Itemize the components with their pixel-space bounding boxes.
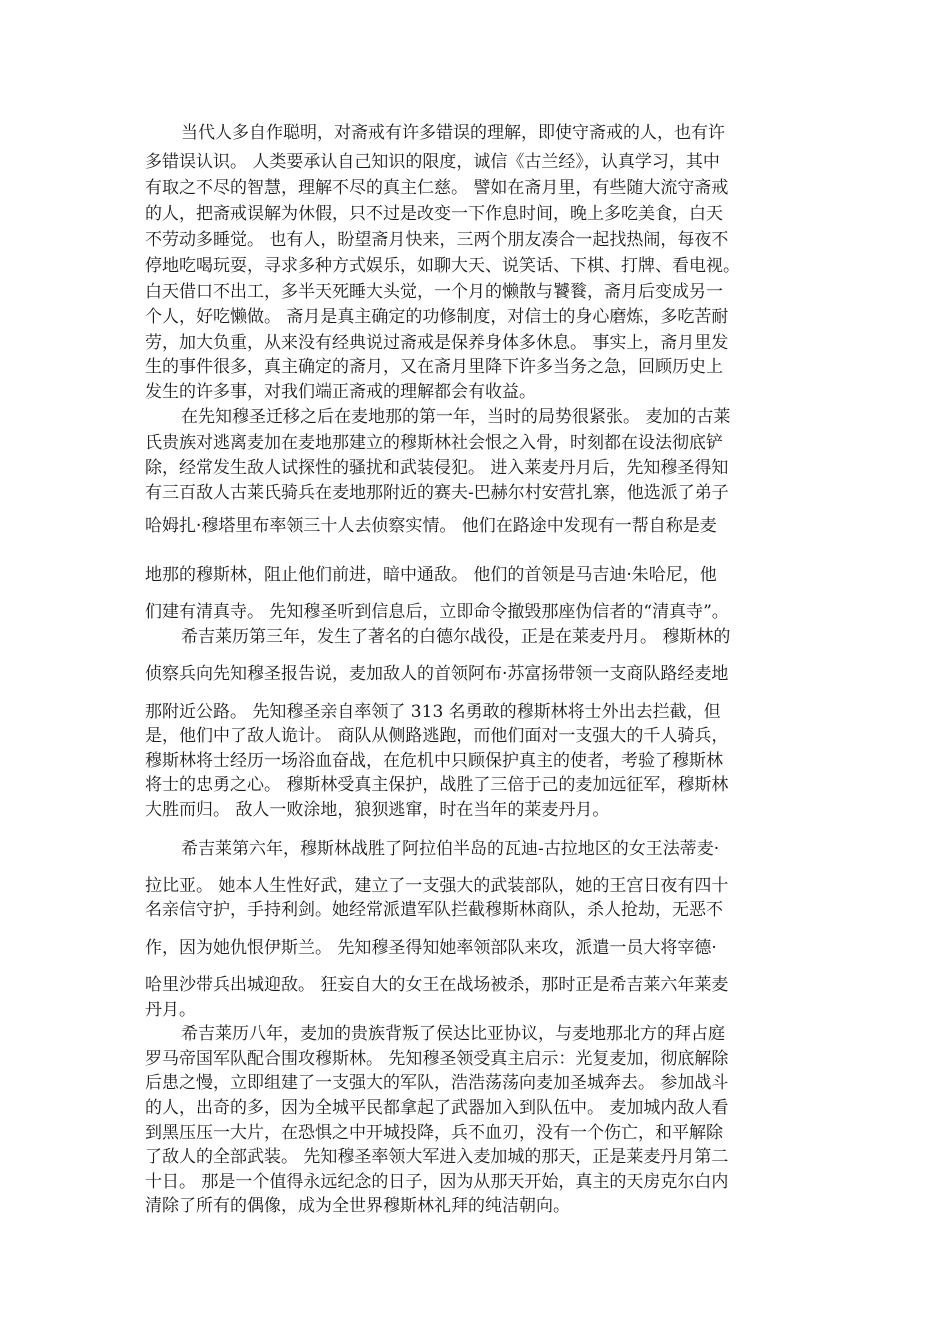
text-line: 不劳动多睡觉。 也有人，盼望斋月快来，三两个朋友凑合一起找热闹，每夜不 — [145, 230, 729, 250]
text-line: 的人，把斋戒误解为休假，只不过是改变一下作息时间，晚上多吃美食，白天 — [145, 204, 723, 224]
text-line: 有三百敌人古莱氏骑兵在麦地那附近的赛夫-巴赫尔村安营扎寨，他选派了弟子 — [145, 483, 729, 503]
text-line: 希吉莱历第三年，发生了著名的白德尔战役，正是在莱麦丹月。 穆斯林的 — [181, 627, 731, 647]
text-line: 清除了所有的偶像，成为全世界穆斯林礼拜的纯洁朝向。 — [145, 1196, 570, 1216]
text-line: 穆斯林将士经历一场浴血奋战，在危机中只顾保护真主的使者，考验了穆斯林 — [145, 751, 723, 771]
text-line: 罗马帝国军队配合围攻穆斯林。 先知穆圣领受真主启示：光复麦加，彻底解除 — [145, 1049, 729, 1069]
text-line: 劳，加大负重，从来没有经典说过斋戒是保养身体多休息。 事实上，斋月里发 — [145, 333, 729, 353]
text-line: 希吉莱第六年，穆斯林战胜了阿拉伯半岛的瓦迪-古拉地区的女王法蒂麦· — [181, 839, 720, 859]
text-line: 作，因为她仇恨伊斯兰。 先知穆圣得知她率领部队来攻，派遣一员大将宰德· — [145, 938, 717, 958]
text-line: 地那的穆斯林，阻止他们前进，暗中通敌。 他们的首领是马吉迪·朱哈尼，他 — [145, 565, 717, 585]
text-line: 十日。 那是一个值得永远纪念的日子，因为从那天开始，真主的天房克尔白内 — [145, 1172, 729, 1192]
text-line: 侦察兵向先知穆圣报告说，麦加敌人的首领阿布·苏富扬带领一支商队路经麦地 — [145, 664, 729, 684]
text-line: 停地吃喝玩耍，寻求多种方式娱乐，如聊大天、说笑话、下棋、打牌、看电视。 — [145, 256, 740, 276]
text-line: 生的事件很多，真主确定的斋月，又在斋月里降下许多当务之急，回顾历史上 — [145, 357, 723, 377]
text-line: 名亲信守护，手持利剑。她经常派遣军队拦截穆斯林商队，杀人抢劫，无恶不 — [145, 900, 723, 920]
text-line: 白天借口不出工，多半天死睡大头觉，一个月的懒散与饕餮，斋月后变成另一 — [145, 282, 723, 302]
text-line: 哈里沙带兵出城迎敌。 狂妄自大的女王在战场被杀，那时正是希吉莱六年莱麦 — [145, 975, 729, 995]
text-line: 将士的忠勇之心。 穆斯林受真主保护，战胜了三倍于己的麦加远征军，穆斯林 — [145, 775, 729, 795]
text-line: 是，他们中了敌人诡计。 商队从侧路逃跑，而他们面对一支强大的千人骑兵， — [145, 726, 729, 746]
text-line: 到黑压压一大片，在恐惧之中开城投降，兵不血刃，没有一个伤亡，和平解除 — [145, 1123, 723, 1143]
text-line: 在先知穆圣迁移之后在麦地那的第一年，当时的局势很紧张。 麦加的古莱 — [181, 407, 731, 427]
text-line: 多错误认识。 人类要承认自己知识的限度，诚信《古兰经》，认真学习，其中 — [145, 152, 720, 172]
text-line: 希吉莱历八年，麦加的贵族背叛了侯达比亚协议，与麦地那北方的拜占庭 — [181, 1024, 725, 1044]
text-line: 们建有清真寺。 先知穆圣听到信息后，立即命令撤毁那座伪信者的“清真寺”。 — [145, 602, 729, 622]
text-line: 哈姆扎·穆塔里布率领三十人去侦察实情。 他们在路途中发现有一帮自称是麦 — [145, 516, 717, 536]
text-line: 后患之慢，立即组建了一支强大的军队，浩浩荡荡向麦加圣城奔去。 参加战斗 — [145, 1073, 729, 1093]
text-line: 有取之不尽的智慧，理解不尽的真主仁慈。 譬如在斋月里，有些随大流守斋戒 — [145, 178, 729, 198]
text-line: 拉比亚。 她本人生性好武，建立了一支强大的武装部队，她的王宫日夜有四十 — [145, 876, 729, 896]
text-line: 除，经常发生敌人试探性的骚扰和武装侵犯。 进入莱麦丹月后，先知穆圣得知 — [145, 458, 729, 478]
text-line: 氏贵族对逃离麦加在麦地那建立的穆斯林社会恨之入骨，时刻都在设法彻底铲 — [145, 433, 723, 453]
text-line: 发生的许多事，对我们端正斋戒的理解都会有收益。 — [145, 382, 536, 402]
text-line: 了敌人的全部武装。 先知穆圣率领大军进入麦加城的那天，正是莱麦丹月第二 — [145, 1147, 729, 1167]
text-line: 个人，好吃懒做。 斋月是真主确定的功修制度，对信士的身心磨炼，多吃苦耐 — [145, 307, 729, 327]
text-line: 丹月。 — [145, 1000, 196, 1020]
text-line: 的人，出奇的多，因为全城平民都拿起了武器加入到队伍中。 麦加城内敌人看 — [145, 1098, 729, 1118]
text-line: 当代人多自作聪明，对斋戒有许多错误的理解，即使守斋戒的人，也有许 — [181, 123, 725, 143]
text-line: 大胜而归。 敌人一败涂地，狼狈逃窜，时在当年的莱麦丹月。 — [145, 800, 610, 820]
text-line: 那附近公路。 先知穆圣亲自率领了 313 名勇敢的穆斯林将士外出去拦截，但 — [145, 702, 721, 722]
